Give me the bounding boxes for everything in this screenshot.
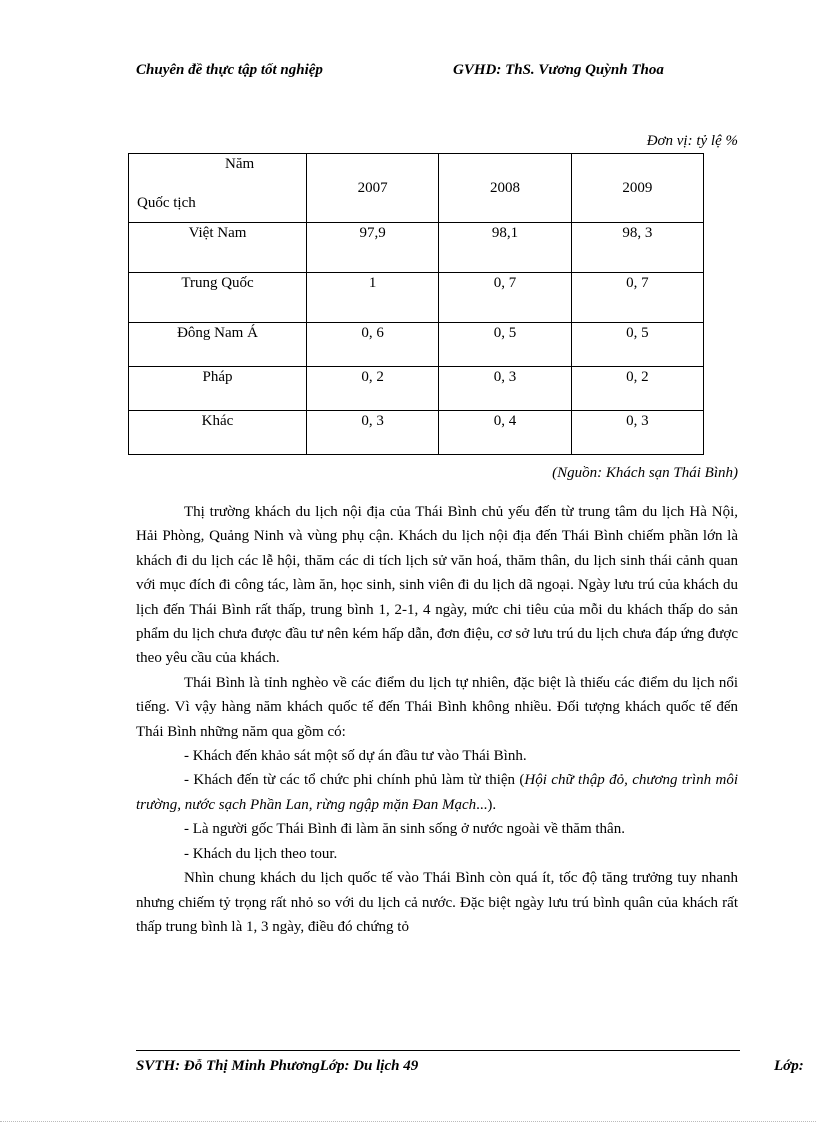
paragraph: Thị trường khách du lịch nội địa của Thái Bình chủ yếu đến từ trung tâm du lịch Hà Nội, Hải Phòng, Quảng Ninh và vùng phụ cận. Khách du lịch nội địa đến Thái Bình chiếm phần lớn là khách đi du lịch các lễ hội, thăm các di tích lịch sử văn hoá, thăm thân, du lịch sinh thái cảnh quan với mục đích đi công tác, làm ăn, học sinh, sinh viên đi du lịch dã ngoại. Ngày lưu trú của khách du lịch đến Thái Bình rất thấp, trung bình 1, 2-1, 4 ngày, mức chi tiêu của mỗi du khách thấp do sản phẩm du lịch chưa được đầu tư nên kém hấp dẫn, đơn điệu, cơ sở lưu trú du lịch chưa đáp ứng được theo yêu cầu của khách. — [136, 504, 738, 667]
table-cell: 0, 6 — [307, 323, 439, 367]
table-cell: 0, 2 — [307, 367, 439, 411]
table-cell: 0, 7 — [571, 273, 703, 323]
bullet-item: - Khách đến khảo sát một số dự án đầu tư vào Thái Bình. — [184, 748, 527, 765]
footer-divider — [136, 1050, 740, 1051]
row-label: Trung Quốc — [129, 273, 307, 323]
body-text — [136, 500, 738, 939]
table-row — [129, 223, 704, 273]
table-cell: 0, 5 — [571, 323, 703, 367]
bullet-text: - Khách đến từ các tổ chức phi chính phủ làm từ thiện ( — [184, 772, 525, 789]
table-cell: 0, 5 — [439, 323, 571, 367]
page-bottom-divider — [0, 1121, 816, 1122]
table-cell: 0, 3 — [307, 411, 439, 455]
table-row — [129, 273, 704, 323]
year-header: 2008 — [439, 154, 571, 223]
table-cell: 1 — [307, 273, 439, 323]
row-label: Pháp — [129, 367, 307, 411]
table-cell: 0, 3 — [439, 367, 571, 411]
footer-class: Lớp: — [774, 1058, 804, 1074]
corner-cell — [129, 154, 307, 223]
bullet-item — [136, 768, 738, 817]
header-left-title: Chuyên đề thực tập tốt nghiệp — [136, 62, 323, 78]
nationality-table — [128, 153, 704, 455]
row-label: Việt Nam — [129, 223, 307, 273]
table-header-row — [129, 154, 704, 223]
table-row — [129, 323, 704, 367]
table-row — [129, 367, 704, 411]
table-source: (Nguồn: Khách sạn Thái Bình) — [552, 465, 738, 481]
table-cell: 97,9 — [307, 223, 439, 273]
table-row — [129, 411, 704, 455]
corner-year-label: Năm — [225, 156, 255, 172]
row-label: Đông Nam Á — [129, 323, 307, 367]
footer-student: SVTH: Đỗ Thị Minh PhươngLớp: Du lịch 49 — [136, 1058, 419, 1074]
bullet-item: - Khách du lịch theo tour. — [184, 845, 338, 862]
paragraph: Thái Bình là tỉnh nghèo về các điểm du lịch tự nhiên, đặc biệt là thiếu các điểm du lịch nổi tiếng. Vì vậy hàng năm khách quốc tế đến Thái Bình không nhiều. Đối tượng khách quốc tế đến Thái Bình những năm qua gồm có: — [136, 674, 738, 740]
row-label: Khác — [129, 411, 307, 455]
table-cell: 0, 2 — [571, 367, 703, 411]
table-cell: 98, 3 — [571, 223, 703, 273]
year-header: 2009 — [571, 154, 703, 223]
table-cell: 0, 3 — [571, 411, 703, 455]
table-unit-note: Đơn vị: tỷ lệ % — [646, 133, 738, 149]
table-cell: 98,1 — [439, 223, 571, 273]
table-cell: 0, 7 — [439, 273, 571, 323]
header-supervisor: GVHD: ThS. Vương Quỳnh Thoa — [453, 62, 664, 78]
bullet-item: - Là người gốc Thái Bình đi làm ăn sinh sống ở nước ngoài về thăm thân. — [184, 821, 625, 838]
corner-nationality-label: Quốc tịch — [137, 195, 196, 211]
year-header: 2007 — [307, 154, 439, 223]
bullet-italic-text: Hội chữ thập đỏ, chương trình môi trường, nước sạch Phần Lan, rừng ngập mặn Đan Mạch — [136, 772, 738, 813]
bullet-text-end: ...). — [476, 796, 497, 813]
paragraph: Nhìn chung khách du lịch quốc tế vào Thái Bình còn quá ít, tốc độ tăng trưởng tuy nhanh nhưng chiếm tỷ trọng rất nhỏ so với du lịch cả nước. Đặc biệt ngày lưu trú bình quân của khách rất thấp trung bình là 1, 3 ngày, điều đó chứng tỏ — [136, 870, 738, 935]
table-cell: 0, 4 — [439, 411, 571, 455]
